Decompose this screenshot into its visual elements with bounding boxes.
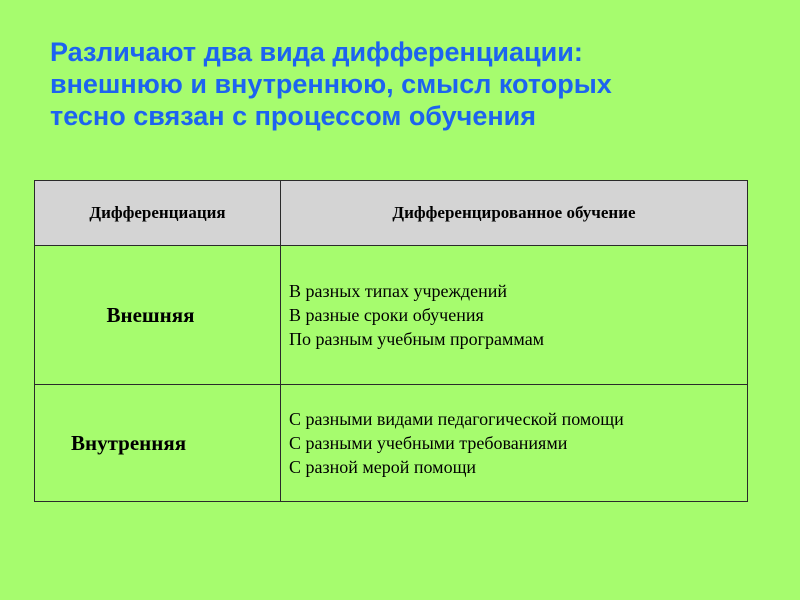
table-row bbox=[35, 246, 748, 385]
table-row bbox=[35, 385, 748, 502]
slide-title bbox=[50, 36, 750, 132]
header-differentiated-learning: Дифференцированное обучение bbox=[281, 181, 748, 246]
list-item: С разными учебными требованиями bbox=[289, 433, 568, 453]
list-item: В разных типах учреждений bbox=[289, 281, 507, 301]
row-items bbox=[281, 246, 748, 385]
table-header-row bbox=[35, 181, 748, 246]
list-item: С разными видами педагогической помощи bbox=[289, 409, 624, 429]
row-items bbox=[281, 385, 748, 502]
title-line: тесно связан с процессом обучения bbox=[50, 101, 536, 131]
list-item: С разной мерой помощи bbox=[289, 457, 477, 477]
list-item: По разным учебным программам bbox=[289, 329, 545, 349]
title-line: внешнюю и внутреннюю, смысл которых bbox=[50, 69, 612, 99]
header-differentiation: Дифференциация bbox=[35, 181, 281, 246]
list-item: В разные сроки обучения bbox=[289, 305, 484, 325]
differentiation-table bbox=[34, 180, 748, 502]
row-label-external: Внешняя bbox=[35, 246, 281, 385]
row-label-internal: Внутренняя bbox=[35, 385, 281, 502]
title-line: Различают два вида дифференциации: bbox=[50, 37, 583, 67]
